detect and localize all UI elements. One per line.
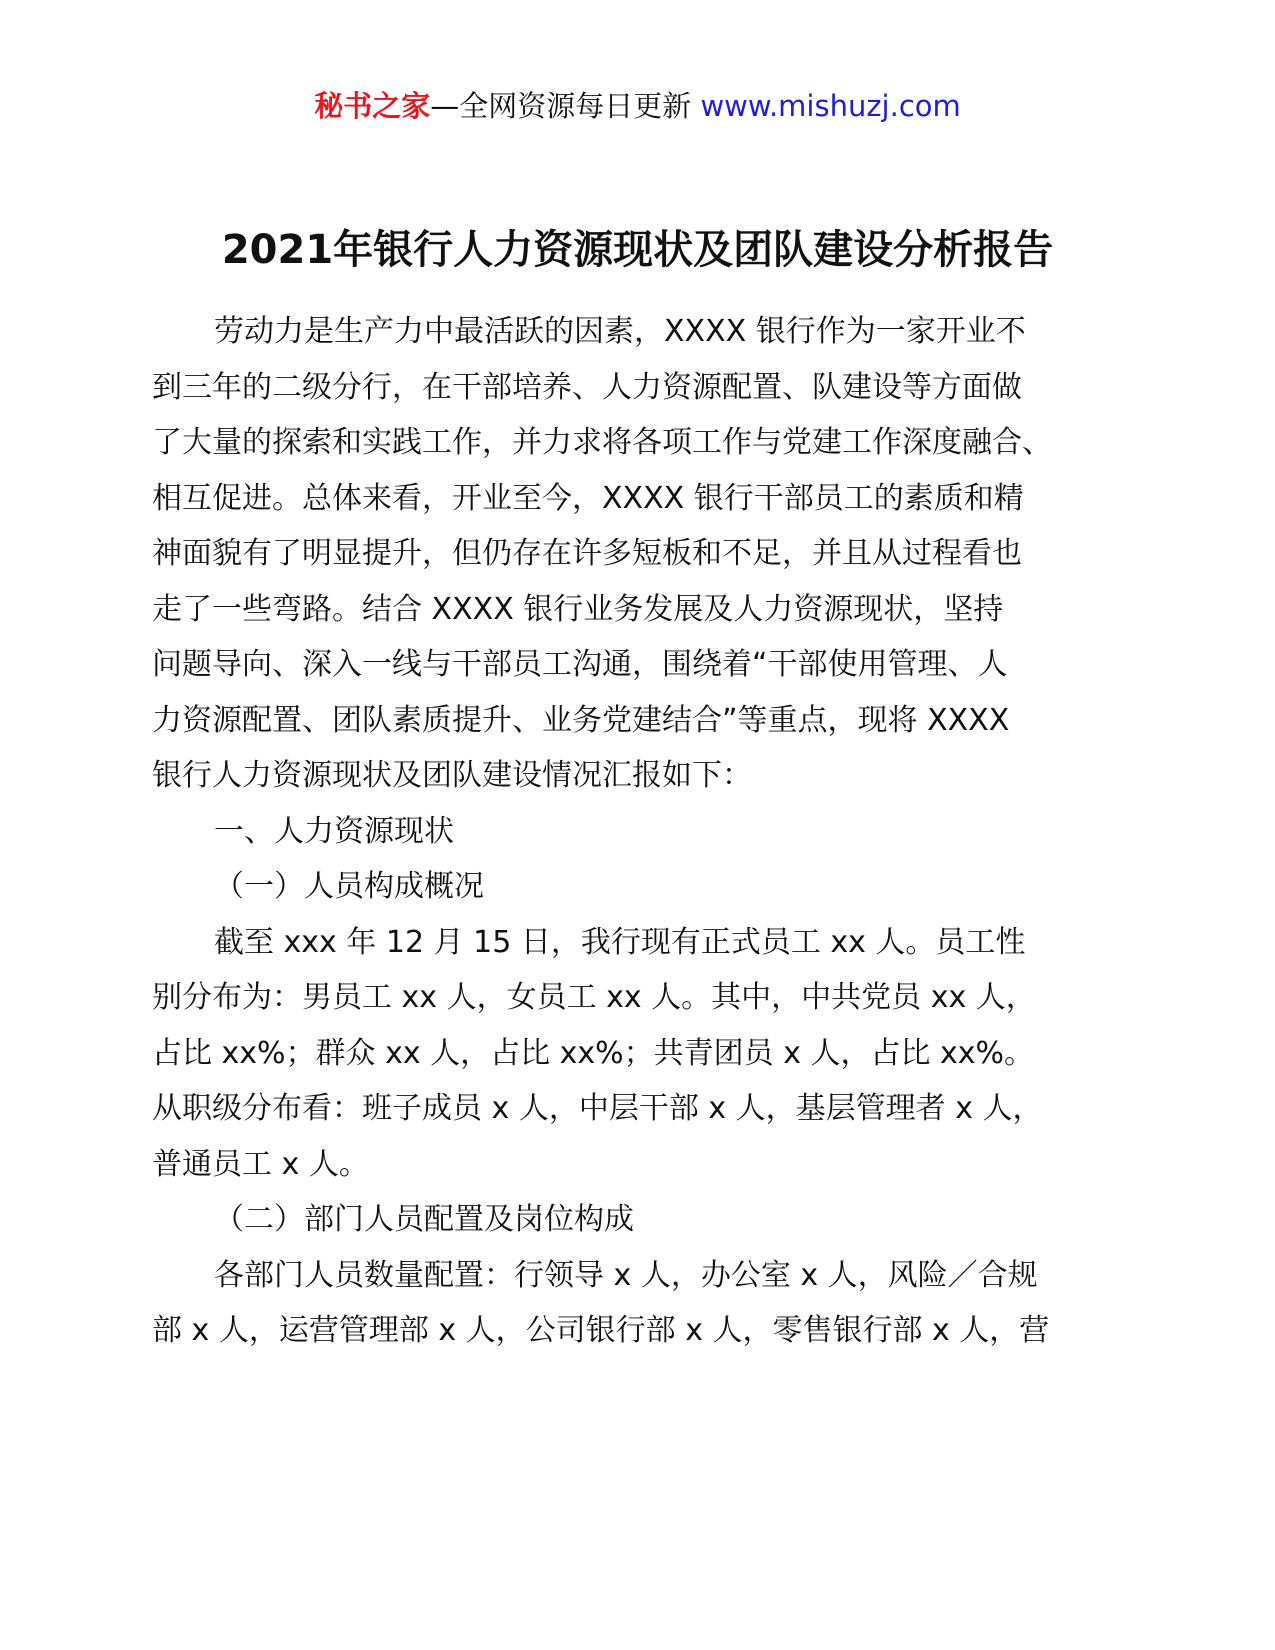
document-title: 2021年银行人力资源现状及团队建设分析报告 [221,227,1054,273]
site-header [0,86,1275,126]
paragraph-line: 各部门人员数量配置：行领导 x 人，办公室 x 人，风险／合规 [214,1257,1038,1293]
paragraph-line: 占比 xx%；群众 xx 人，占比 xx%；共青团员 x 人，占比 xx%。 [152,1035,1035,1071]
paragraph-line: 神面貌有了明显提升，但仍存在许多短板和不足，并且从过程看也 [152,536,1022,571]
paragraph-line: 到三年的二级分行，在干部培养、人力资源配置、队建设等方面做 [152,369,1022,405]
section-heading: 一、人力资源现状 [214,813,454,849]
subsection-heading: （二）部门人员配置及岗位构成 [214,1202,634,1237]
paragraph-line: 从职级分布看：班子成员 x 人，中层干部 x 人，基层管理者 x 人， [152,1091,1043,1126]
paragraph-line: 劳动力是生产力中最活跃的因素，XXXX 银行作为一家开业不 [214,314,1026,349]
paragraph-line: 普通员工 x 人。 [152,1146,369,1182]
site-slogan: —全网资源每日更新 [430,89,701,123]
paragraph-line: 部 x 人，运营管理部 x 人，公司银行部 x 人，零售银行部 x 人，营 [152,1313,1050,1348]
paragraph-line: 了大量的探索和实践工作，并力求将各项工作与党建工作深度融合、 [152,425,1052,460]
paragraph-line: 截至 xxx 年 12 月 15 日，我行现有正式员工 xx 人。员工性 [214,924,1026,960]
document-body [152,304,1122,1359]
paragraph-line: 别分布为：男员工 xx 人，女员工 xx 人。其中，中共党员 xx 人， [152,980,1036,1015]
paragraph-line: 问题导向、深入一线与干部员工沟通，围绕着“干部使用管理、人 [152,647,1008,682]
site-url-link[interactable]: www.mishuzj.com [700,89,961,123]
paragraph-line: 力资源配置、团队素质提升、业务党建结合”等重点，现将 XXXX [152,702,1010,738]
paragraph-line: 银行人力资源现状及团队建设情况汇报如下： [152,758,752,793]
subsection-heading: （一）人员构成概况 [214,869,484,904]
site-brand: 秘书之家 [314,89,431,123]
paragraph-line: 相互促进。总体来看，开业至今，XXXX 银行干部员工的素质和精 [152,480,1024,516]
paragraph-line: 走了一些弯路。结合 XXXX 银行业务发展及人力资源现状，坚持 [152,591,1004,627]
